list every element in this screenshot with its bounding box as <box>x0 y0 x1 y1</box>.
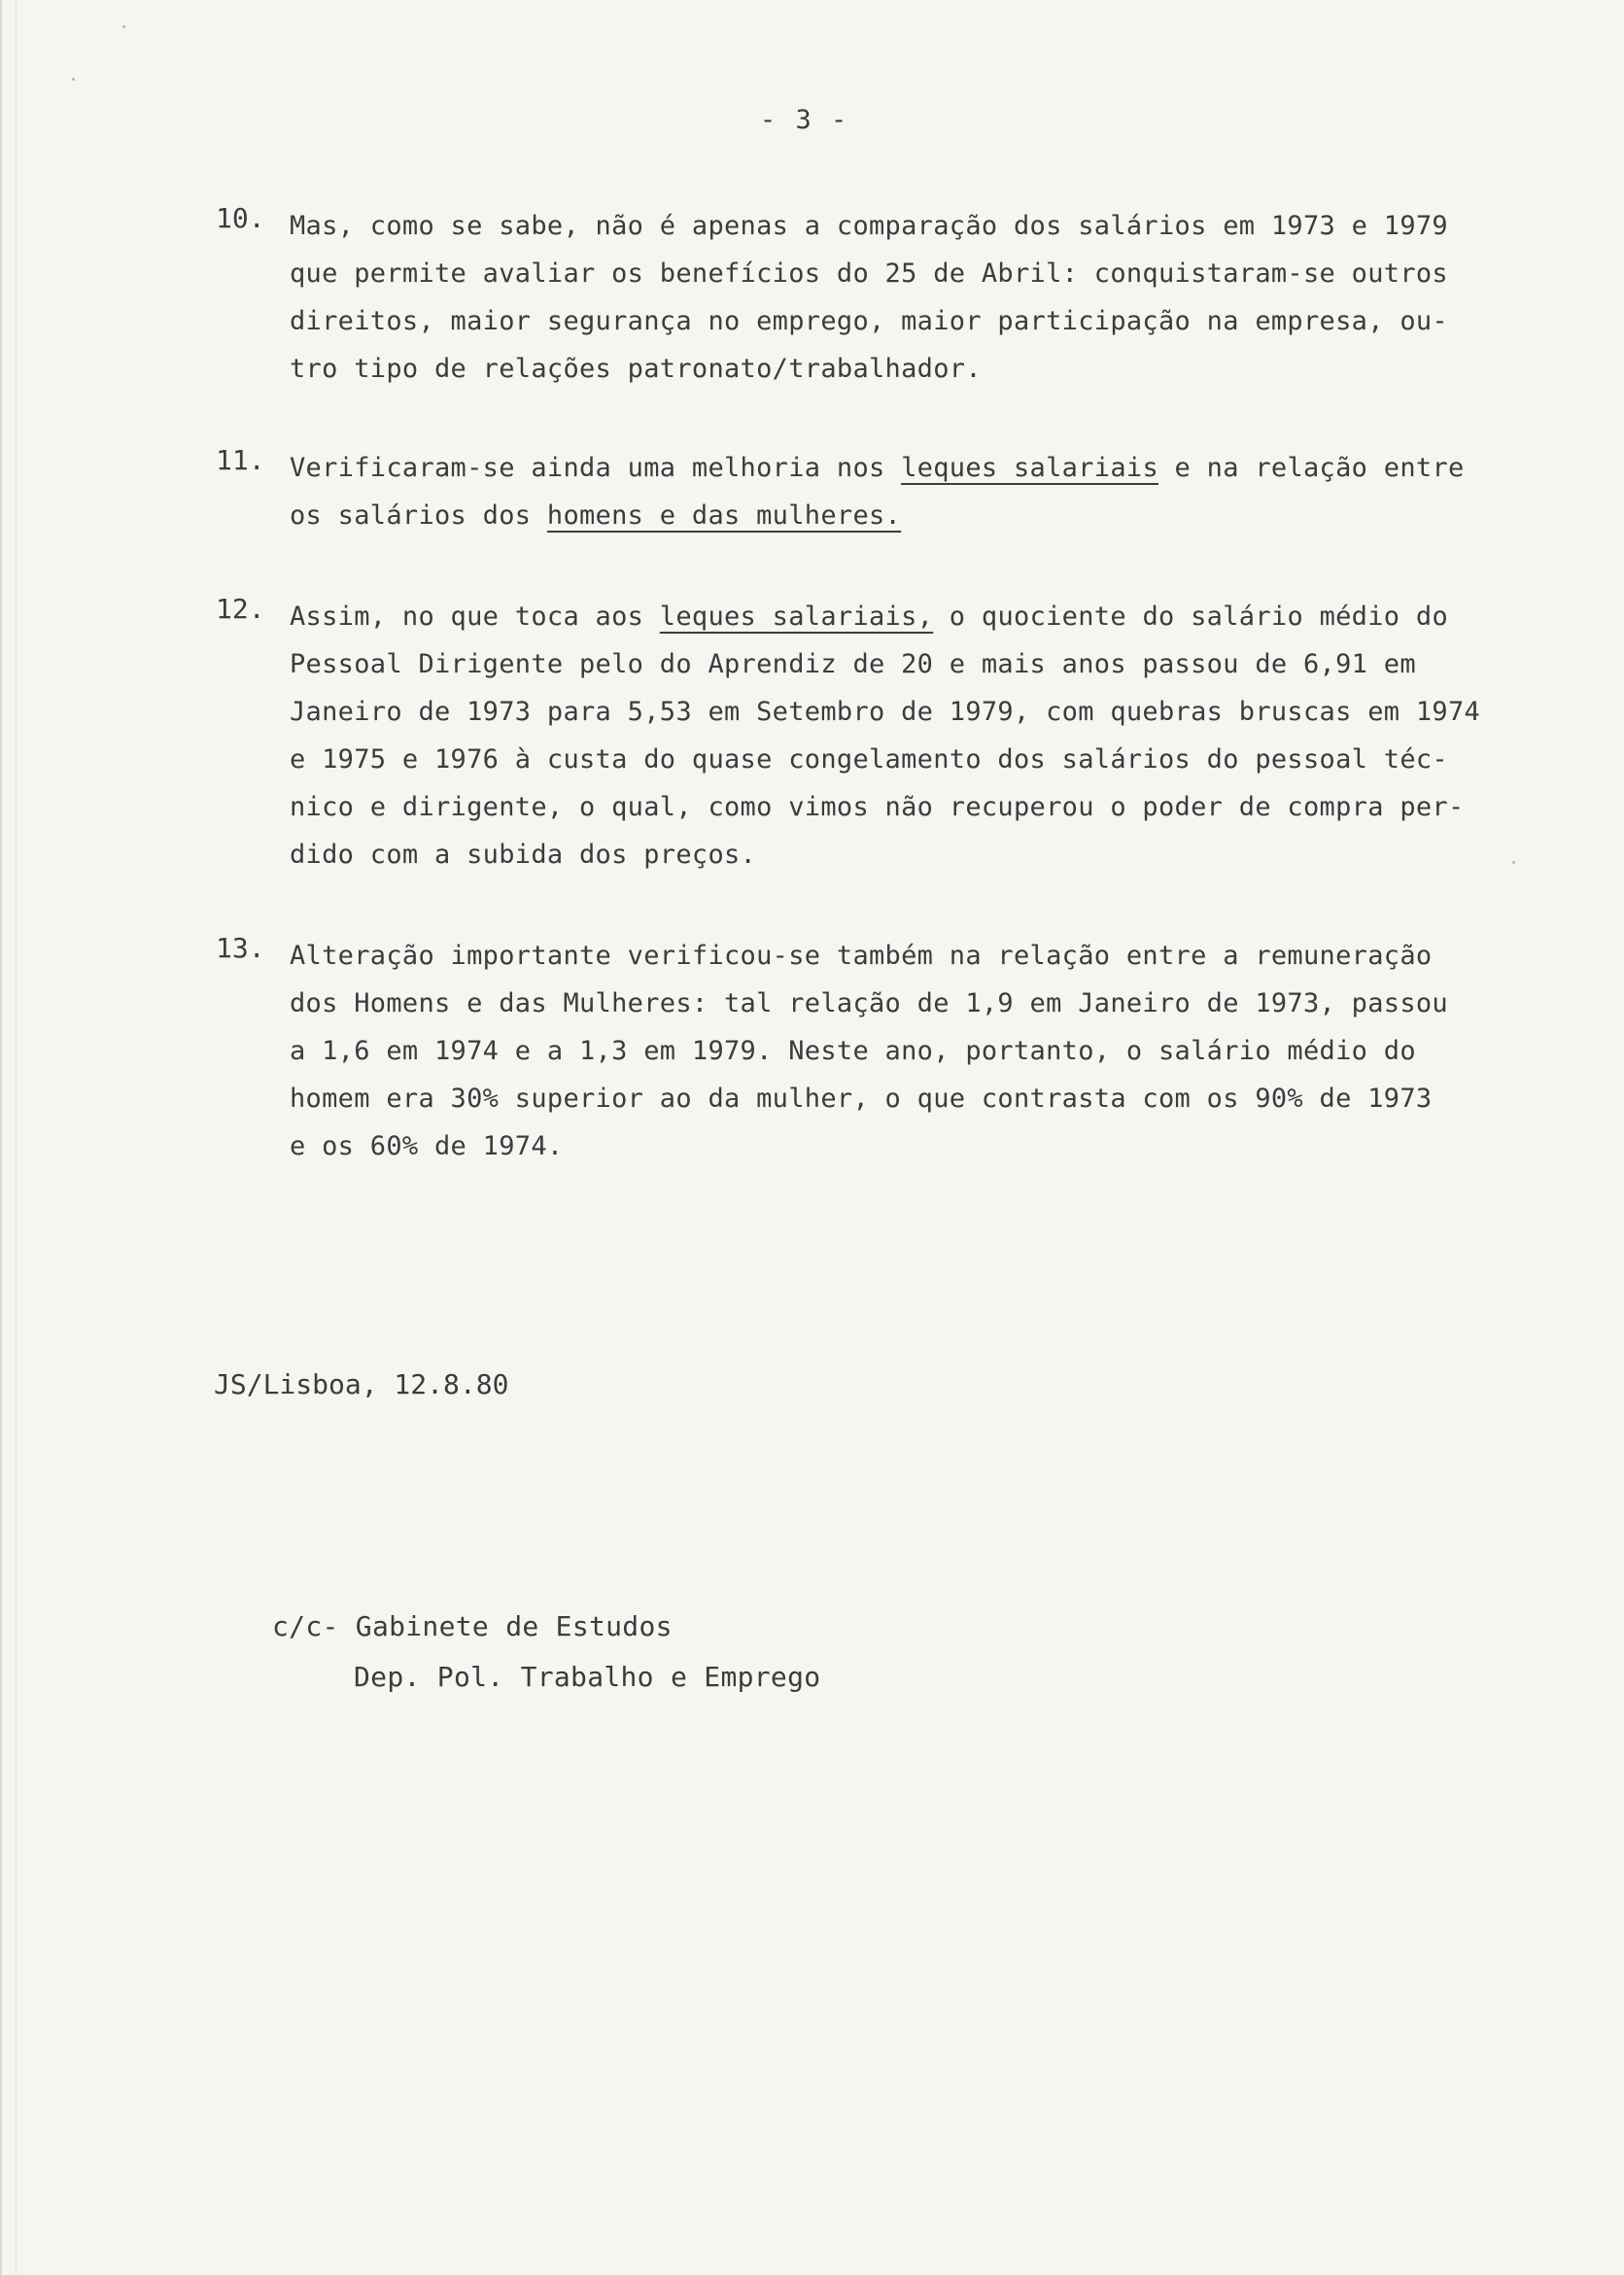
underlined-term: leques salariais <box>901 453 1158 483</box>
line-text: que permite avaliar os benefícios do 25 de Abril: conquistaram-se outros <box>290 259 1448 289</box>
line-text: Verificaram-se ainda uma melhoria nos <box>290 453 902 483</box>
paragraph-line <box>290 831 1495 879</box>
paragraph-number: 10. <box>216 202 265 234</box>
paper-speck <box>1512 861 1515 864</box>
line-text: o quociente do salário médio do <box>933 602 1449 632</box>
line-text: Pessoal Dirigente pelo do Aprendiz de 20 e mais anos passou de 6,91 em <box>290 649 1416 679</box>
paragraph-line <box>290 980 1495 1027</box>
paragraph-line <box>290 640 1495 688</box>
paragraph-line <box>290 202 1495 250</box>
line-text: nico e dirigente, o qual, como vimos não recuperou o poder de compra per- <box>290 792 1465 822</box>
copy-to-block <box>272 1602 820 1703</box>
paper-speck <box>72 78 75 81</box>
page-number: - 3 - <box>760 105 849 135</box>
paragraph-line <box>290 932 1495 980</box>
paragraph-line <box>290 444 1495 492</box>
line-text: e na relação entre <box>1158 453 1465 483</box>
paragraph-number: 13. <box>216 932 265 964</box>
copy-to-line-1: c/c- Gabinete de Estudos <box>272 1610 673 1642</box>
line-text: e 1975 e 1976 à custa do quase congelamento dos salários do pessoal téc- <box>290 744 1448 775</box>
paragraph-line <box>290 345 1495 393</box>
line-text: dido com a subida dos preços. <box>290 840 757 870</box>
paper-speck <box>122 25 125 28</box>
line-text: a 1,6 em 1974 e a 1,3 em 1979. Neste ano, portanto, o salário médio do <box>290 1036 1416 1066</box>
paragraph-line <box>290 688 1495 736</box>
paragraph-body <box>290 593 1495 879</box>
paragraph-line <box>290 297 1495 345</box>
line-text: homem era 30% superior ao da mulher, o que contrasta com os 90% de 1973 <box>290 1084 1433 1114</box>
signature-place-date: JS/Lisboa, 12.8.80 <box>214 1368 509 1400</box>
line-text: direitos, maior segurança no emprego, maior participação na empresa, ou- <box>290 306 1448 336</box>
paragraph-body <box>290 444 1495 539</box>
line-text: os salários dos <box>290 500 547 531</box>
line-text: Assim, no que toca aos <box>290 602 660 632</box>
underlined-term: homens e das mulheres. <box>546 500 902 531</box>
paragraph-line <box>290 1075 1495 1122</box>
page-edge-shadow <box>16 0 17 2275</box>
line-text: Mas, como se sabe, não é apenas a comparação dos salários em 1973 e 1979 <box>290 211 1448 241</box>
paragraph-line <box>290 783 1495 831</box>
paragraph-body <box>290 202 1495 393</box>
paragraph-line <box>290 1027 1495 1075</box>
paragraph-line <box>290 250 1495 297</box>
line-text: tro tipo de relações patronato/trabalhador. <box>290 354 982 384</box>
paragraph-line <box>290 1122 1495 1170</box>
line-text: e os 60% de 1974. <box>290 1131 564 1161</box>
paragraph-body <box>290 932 1495 1170</box>
paragraph-line <box>290 736 1495 783</box>
line-text: Alteração importante verificou-se também na relação entre a remuneração <box>290 941 1433 971</box>
paragraph-line <box>290 492 1495 539</box>
line-text: Janeiro de 1973 para 5,53 em Setembro de 1979, com quebras bruscas em 1974 <box>290 697 1481 727</box>
paragraph-line <box>290 593 1495 640</box>
copy-to-line-2: Dep. Pol. Trabalho e Emprego <box>354 1661 821 1693</box>
paragraph-number: 12. <box>216 593 265 625</box>
underlined-term: leques salariais, <box>659 602 934 632</box>
line-text: dos Homens e das Mulheres: tal relação de 1,9 em Janeiro de 1973, passou <box>290 988 1448 1018</box>
paragraph-number: 11. <box>216 444 265 476</box>
